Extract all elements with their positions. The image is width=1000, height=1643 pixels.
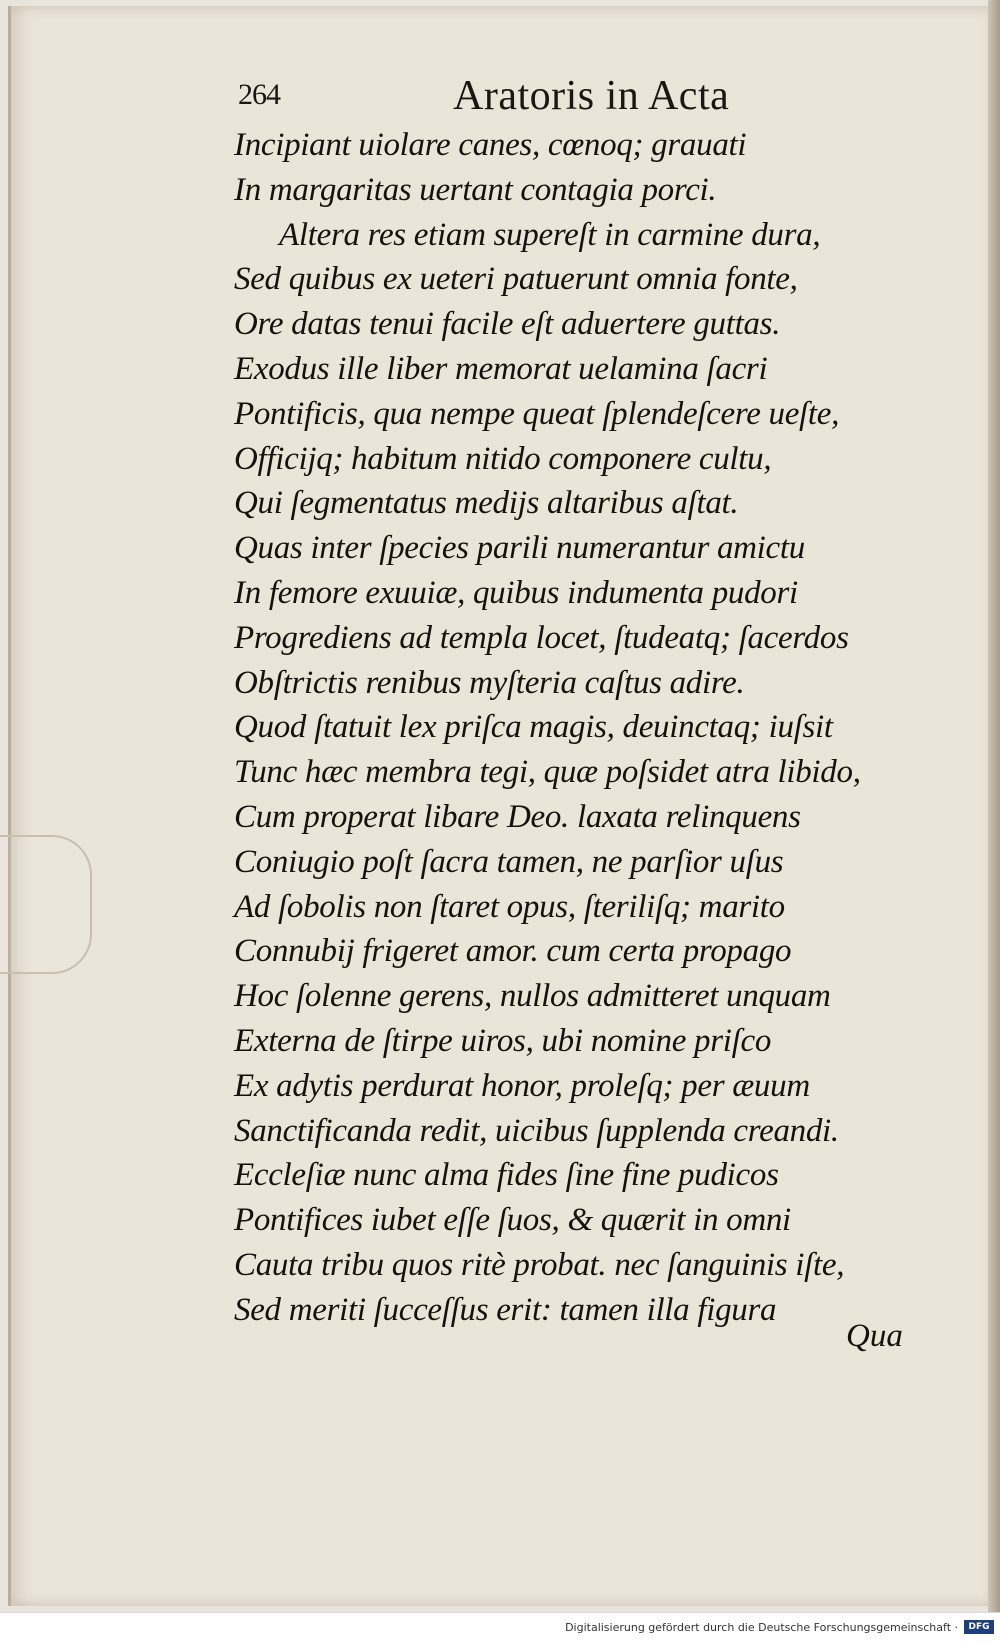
- verse-line: In margaritas uertant contagia porci.: [234, 171, 717, 208]
- funding-credit: Digitalisierung gefördert durch die Deutsche Forschungsgemeinschaft ·: [565, 1621, 958, 1634]
- catchword: Qua: [846, 1318, 903, 1354]
- verse-line: Qui ſegmentatus medijs altaribus aſtat.: [234, 485, 739, 522]
- verse-line: Sanctificanda redit, uicibus ſupplenda creandi.: [234, 1112, 839, 1149]
- verse-line: Ad ſobolis non ſtaret opus, ſteriliſq; marito: [234, 888, 785, 925]
- verse-text: [234, 123, 934, 1333]
- verse-line: Sed meriti ſucceſſus erit: tamen illa figura: [234, 1291, 777, 1328]
- verse-line: Eccleſiæ nunc alma fides ſine fine pudicos: [234, 1157, 779, 1194]
- bookmark-tab-shadow: [0, 835, 92, 974]
- verse-line: Sed quibus ex ueteri patuerunt omnia fonte,: [234, 261, 798, 298]
- verse-line: Quas inter ſpecies parili numerantur amictu: [234, 530, 805, 567]
- verse-line: Exodus ille liber memorat uelamina ſacri: [234, 350, 768, 387]
- page-number: 264: [238, 78, 280, 111]
- verse-line: Pontificis, qua nempe queat ſplendeſcere ueſte,: [234, 395, 840, 432]
- running-title: Aratoris in Acta: [453, 73, 730, 119]
- verse-line: Ex adytis perdurat honor, proleſq; per æuum: [234, 1067, 810, 1104]
- verse-line: Ore datas tenui facile eſt aduertere guttas.: [234, 306, 781, 343]
- verse-line: Hoc ſolenne gerens, nullos admitteret unquam: [234, 978, 831, 1015]
- page-edge: [988, 0, 1000, 1612]
- verse-line: Obſtrictis renibus myſteria caſtus adire.: [234, 664, 745, 701]
- verse-line: Externa de ſtirpe uiros, ubi nomine priſco: [234, 1022, 772, 1059]
- footer-bar: [0, 1612, 1000, 1643]
- verse-line: Quod ſtatuit lex priſca magis, deuinctaq; iuſsit: [234, 709, 833, 746]
- verse-line: Officijq; habitum nitido componere cultu,: [234, 440, 772, 477]
- verse-line: In femore exuuiæ, quibus indumenta pudori: [234, 574, 798, 611]
- verse-line: Connubij frigeret amor. cum certa propago: [234, 933, 792, 970]
- verse-line: Pontifices iubet eſſe ſuos, & quærit in omni: [234, 1202, 791, 1239]
- verse-line: Cum properat libare Deo. laxata relinquens: [234, 798, 801, 835]
- verse-line: Incipiant uiolare canes, cœnoq; grauati: [234, 127, 747, 163]
- verse-line: Tunc hæc membra tegi, quæ poſsidet atra libido,: [234, 754, 861, 791]
- verse-line: Altera res etiam supereſt in carmine dura,: [279, 216, 821, 253]
- dfg-logo-icon[interactable]: DFG: [964, 1620, 994, 1634]
- verse-line: Cauta tribu quos ritè probat. nec ſanguinis iſte,: [234, 1246, 845, 1283]
- verse-line: Coniugio poſt ſacra tamen, ne parſior uſus: [234, 843, 784, 880]
- verse-line: Progrediens ad templa locet, ſtudeatq; ſacerdos: [234, 619, 849, 656]
